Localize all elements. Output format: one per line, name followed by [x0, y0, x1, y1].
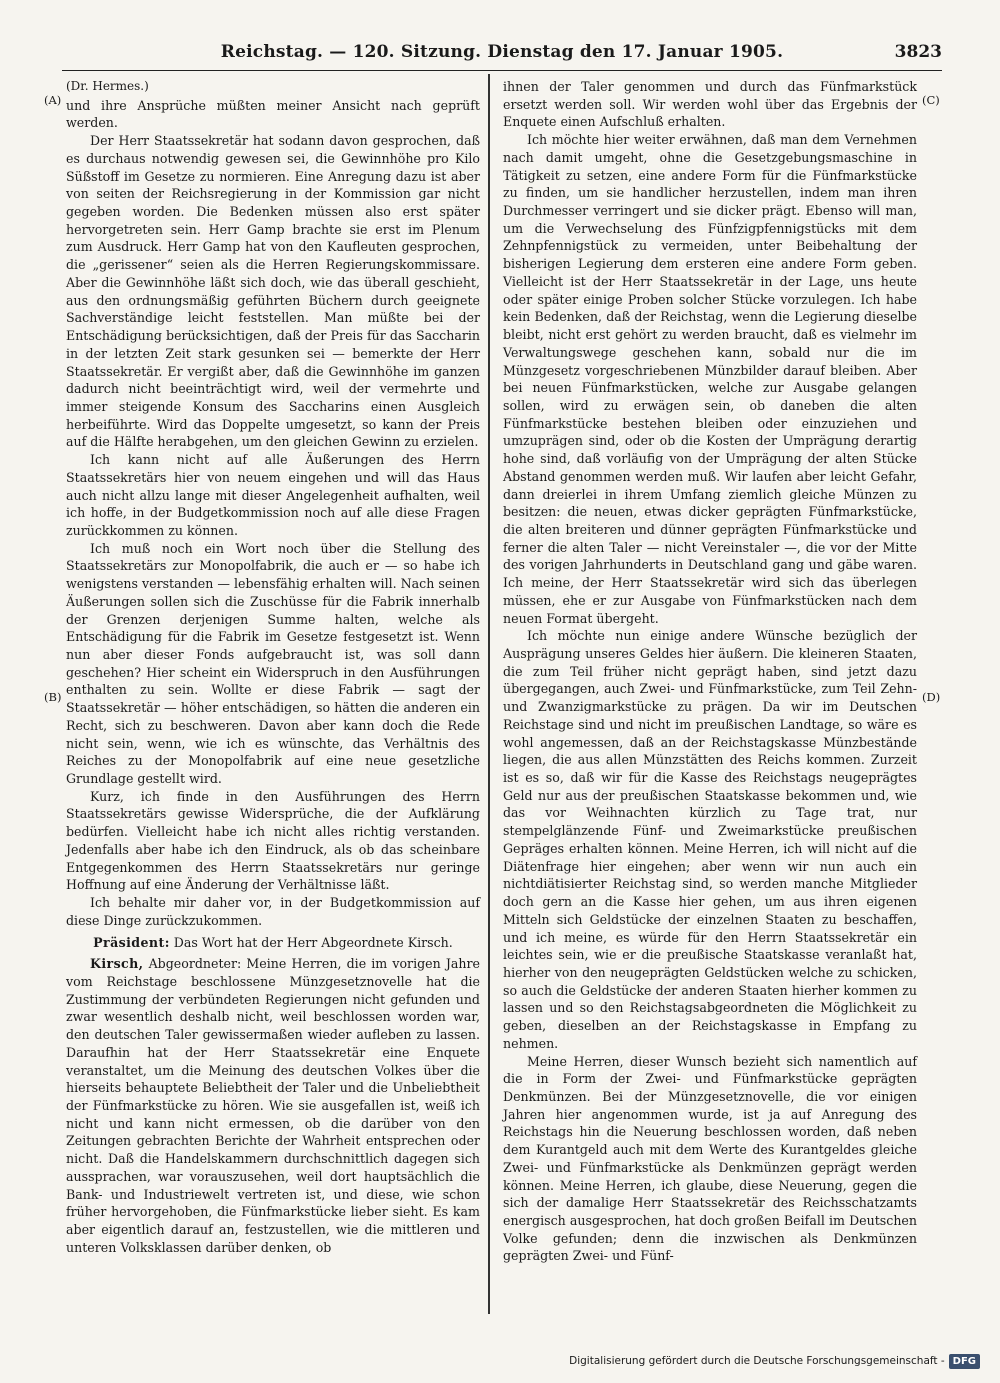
footer-credit: Digitalisierung gefördert durch die Deutsche Forschungsgemeinschaft -: [569, 1355, 945, 1367]
margin-marker-d: (D): [922, 690, 941, 704]
paragraph: Ich behalte mir daher vor, in der Budgetkommission auf diese Dinge zurückzukommen.: [66, 895, 480, 928]
speaker-name-president: Präsident:: [93, 934, 170, 950]
paragraph: Kurz, ich finde in den Ausführungen des Herrn Staatssekretärs gewisse Widersprüche, die der Aufklärung bedürfen. Vielleicht habe ich nicht alles richtig verstanden. Jedenfalls aber habe ich den Eindruck, als ob das scheinbare Entgegenkommen des Herrn Staatssekretärs nur geringe Hoffnung auf eine Änderung der Verhältnisse läßt.: [66, 788, 480, 893]
paragraph: und ihre Ansprüche müßten meiner Ansicht nach geprüft werden.: [66, 97, 480, 131]
paragraph: Ich möchte hier weiter erwähnen, daß man dem Vernehmen nach damit umgeht, ohne die Gesetzgebungsmaschine in Tätigkeit zu setzen, eine andere Form für die Fünfmarkstücke zu finden, um sie handlicher herzustellen, indem man ihren Durchmesser verringert und sie dicker prägt. Ebenso will man, um die Verwechselung des Fünfzigpfennigstücks mit dem Zehnpfennigstück zu vermeiden, unter Beibehaltung der bisherigen Legierung dem ersteren eine andere Form geben. Vielleicht ist der Herr Staatssekretär in der Lage, uns heute oder später einige Proben solcher Stücke vorzulegen. Ich habe kein Bedenken, daß der Reichstag, wenn die Legierung dieselbe bleibt, nicht erst gehört zu werden braucht, daß es vielmehr im Verwaltungswege geschehen kann, sobald nur die im Münzgesetz vorgeschriebenen Münzbilder darauf bleiben. Aber bei neuen Fünfmarkstücken, welche zur Ausgabe gelangen sollen, wird zu erwägen sein, ob daneben die alten Fünfmarkstücke bestehen bleiben oder einzuziehen und umzuprägen sind, oder ob die Kosten der Umprägung derartig hohe sind, daß vorläufig von der Umprägung der alten Stücke Abstand genommen werden muß. Wir laufen aber leicht Gefahr, dann dreierlei in ihrem Umfang ziemlich gleiche Münzen zu besitzen: die neuen, etwas dicker geprägten Fünfmarkstücke, die alten breiteren und dünner geprägten Fünfmarkstücke und ferner die alten Taler — nicht Vereinstaler —, die vor der Mitte des vorigen Jahrhunderts in Deutschland gang und gäbe waren. Ich meine, der Herr Staatssekretär wird sich das überlegen müssen, ehe er zur Ausgabe von Fünfmarkstücken nach dem neuen Format übergeht.: [503, 132, 917, 626]
margin-marker-c: (C): [922, 93, 940, 107]
president-text: Das Wort hat der Herr Abgeordnete Kirsch.: [169, 934, 453, 950]
page-number: 3823: [894, 42, 942, 62]
running-head: Reichstag. — 120. Sitzung. Dienstag den 17. Januar 1905.: [220, 42, 784, 62]
left-column: [66, 78, 480, 1256]
column-divider: [488, 74, 490, 1314]
kirsch-text: Abgeordneter: Meine Herren, die im vorigen Jahre vom Reichstage beschlossene Münzgesetznovelle hat die Zustimmung der verbündeten Regierungen nicht gefunden und zwar wesentlich deshalb nicht, weil beschlossen worden war, den deutschen Taler gewissermaßen wieder aufleben zu lassen. Daraufhin hat der Herr Staatssekretär eine Enquete veranstaltet, um die Meinung des deutschen Volkes über die hierseits behauptete Beliebtheit der Taler und die Unbeliebtheit der Fünfmarkstücke zu hören. Wie sie ausgefallen ist, weiß ich nicht und kann nicht ermessen, ob die darüber von den Zeitungen gebrachten Berichte der Wahrheit entsprechen oder nicht. Daß die Handelskammern durchschnittlich dagegen sich aussprachen, war vorauszusehen, weil dort hauptsächlich die Bank- und Industriewelt vertreten ist, und diese, wie schon früher hervorgehoben, die Fünfmarkstücke lieber sieht. Es kam aber eigentlich darauf an, festzustellen, wie die mittleren und unteren Volksklassen darüber denken, ob: [66, 956, 480, 1255]
paragraph: Meine Herren, dieser Wunsch bezieht sich namentlich auf die in Form der Zwei- und Fünfmarkstücke geprägten Denkmünzen. Bei der Münzgesetznovelle, die vor einigen Jahren hier angenommen wurde, ist ja auf Anregung des Reichstags hin die Neuerung beschlossen worden, daß neben dem Kurantgeld auch mit dem Werte des Kurantgeldes gleiche Zwei- und Fünfmarkstücke als Denkmünzen geprägt werden können. Meine Herren, ich glaube, diese Neuerung, gegen die sich der damalige Herr Staatssekretär des Reichsschatzamts energisch ausgesprochen, hat doch großen Beifall im Deutschen Volke gefunden; denn die inzwischen als Denkmünzen geprägten Zwei- und Fünf-: [503, 1053, 917, 1264]
paragraph: Ich muß noch ein Wort noch über die Stellung des Staatssekretärs zur Monopolfabrik, die auch er — so habe ich wenigstens verstanden — lebensfähig erhalten will. Nach seinen Äußerungen sollen sich die Zuschüsse für die Fabrik innerhalb der Grenzen derjenigen Summe halten, welche als Entschädigung für die Fabrik im Gesetze festgesetzt ist. Wenn nun aber dieser Fonds aufgebraucht ist, was soll dann geschehen? Hier scheint ein Widerspruch in den Ausführungen enthalten zu sein. Wollte er diese Fabrik — sagt der Staatssekretär — höher entschädigen, so hätten die anderen ein Recht, sich zu beschweren. Davon aber kann doch die Rede nicht sein, wenn, wie ich es wünschte, das Verhältnis des Reiches zu der Monopolfabrik auf eine neue gesetzliche Grundlage gestellt wird.: [66, 540, 480, 787]
president-remark: [66, 934, 480, 952]
margin-marker-b: (B): [44, 690, 62, 704]
margin-marker-a: (A): [44, 93, 62, 107]
speech-kirsch: [66, 955, 480, 1256]
right-column: [503, 78, 917, 1265]
paragraph: Ich möchte nun einige andere Wünsche bezüglich der Ausprägung unseres Geldes hier äußern. Die kleineren Staaten, die zum Teil früher nicht geprägt haben, sind jetzt dazu übergegangen, auch Zwei- und Fünfmarkstücke, zum Teil Zehn- und Zwanzigmarkstücke zu prägen. Da wir im Deutschen Reichstage sind und nicht im preußischen Landtage, so wäre es wohl angemessen, daß an der Reichstagskasse Münzbestände liegen, die aus allen Münzstätten des Reichs kommen. Zurzeit ist es so, daß wir für die Kasse des Reichstags neugeprägtes Geld nur aus der preußischen Staatskasse bekommen und, wie das vor Weihnachten kürzlich zu Tage trat, nur stempelglänzende Fünf- und Zweimarkstücke preußischen Gepräges erhalten können. Meine Herren, ich will nicht auf die Diätenfrage hier eingehen; aber wenn wir nun auch ein nichtdiätisierter Reichstag sind, so werden manche Mitglieder doch gern an die Kasse hier gehen, um aus ihren eigenen Mitteln sich Geldstücke der einzelnen Staaten zu beschaffen, und ich meine, es würde für den Herrn Staatssekretär ein leichtes sein, wie er die preußische Staatskasse veranlaßt hat, hierher von den neugeprägten Geldstücken welche zu schicken, so auch die Geldstücke der anderen Staaten hierher kommen zu lassen und so den Reichstagsabgeordneten die Möglichkeit zu geben, dieselben an der Reichstagskasse in Empfang zu nehmen.: [503, 628, 917, 1051]
page-header: [62, 40, 942, 71]
speaker-name-kirsch: Kirsch,: [90, 956, 144, 972]
paragraph: ihnen der Taler genommen und durch das Fünfmarkstück ersetzt werden soll. Wir werden wohl über das Ergebnis der Enquete einen Aufschluß erhalten.: [503, 79, 917, 130]
footer: [569, 1351, 980, 1371]
speaker-continued: (Dr. Hermes.): [66, 79, 149, 93]
dfg-logo: DFG: [949, 1354, 980, 1369]
paragraph: Ich kann nicht auf alle Äußerungen des Herrn Staatssekretärs hier von neuem eingehen und will das Haus auch nicht allzu lange mit dieser Angelegenheit aufhalten, weil ich hoffe, in der Budgetkommission noch auf alle diese Fragen zurückkommen zu können.: [66, 452, 480, 538]
paragraph: Der Herr Staatssekretär hat sodann davon gesprochen, daß es durchaus notwendig gewesen sei, die Gewinnhöhe pro Kilo Süßstoff im Gesetze zu normieren. Eine Anregung dazu ist aber von seiten der Reichsregierung in der Kommission gar nicht gegeben worden. Die Bedenken müssen also erst später hervorgetreten sein. Herr Gamp brachte sie erst im Plenum zum Ausdruck. Herr Gamp hat von den Kaufleuten gesprochen, die „gerissener“ seien als die Herren Regierungskommissare. Aber die Gewinnhöhe läßt sich doch, wie das überall geschieht, aus den ordnungsmäßig geführten Büchern durch geeignete Sachverständige leicht feststellen. Man müßte bei der Entschädigung berücksichtigen, daß der Preis für das Saccharin in der letzten Zeit stark gesunken sei — bemerkte der Herr Staatssekretär. Er vergißt aber, daß die Gewinnhöhe im ganzen dadurch nicht beeinträchtigt wird, weil der vermehrte und immer steigende Konsum des Saccharins einen Ausgleich herbeiführte. Wird das Doppelte umgesetzt, so kann der Preis auf die Hälfte herabgehen, um den gleichen Gewinn zu erzielen.: [66, 133, 480, 450]
